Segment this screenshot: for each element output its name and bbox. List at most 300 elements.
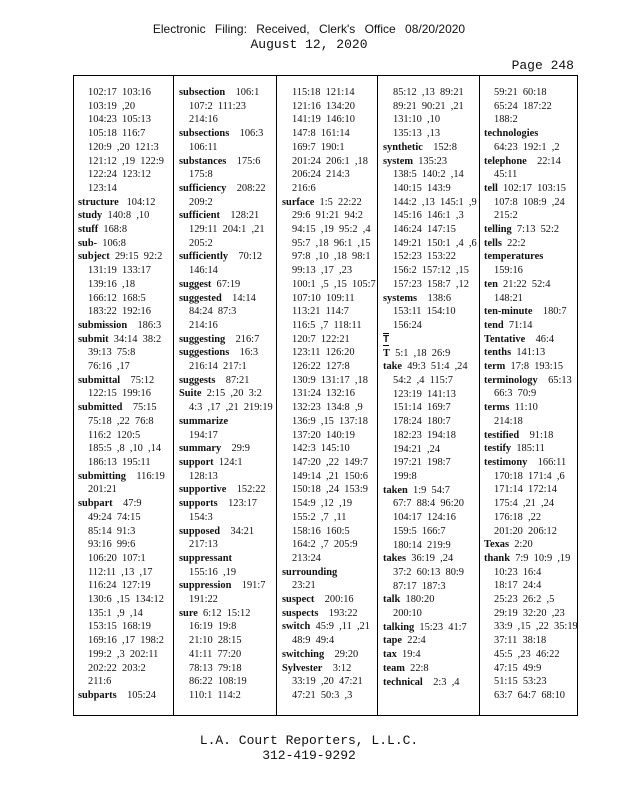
index-entry xyxy=(484,182,578,196)
index-reference xyxy=(383,278,477,292)
page-line-refs: 182:23 194:18 xyxy=(393,429,456,441)
index-column-5 xyxy=(484,86,578,703)
page-line-refs: 201:24 206:1 ,18 xyxy=(292,155,368,167)
index-entry xyxy=(78,196,165,210)
page-line-refs: 65:13 xyxy=(537,374,572,386)
index-term: system xyxy=(383,155,414,167)
index-reference xyxy=(179,305,273,319)
index-reference xyxy=(484,264,578,278)
page-line-refs: 155:16 ,19 xyxy=(189,566,237,578)
index-reference xyxy=(78,346,165,360)
page-line-refs: 150:18 ,24 153:9 xyxy=(292,484,368,496)
index-reference xyxy=(383,607,477,621)
index-term: ten xyxy=(484,278,498,290)
index-reference xyxy=(179,538,273,552)
index-entry xyxy=(484,305,578,319)
index-entry xyxy=(282,196,376,210)
index-entry xyxy=(484,250,578,264)
page-line-refs: 63:7 64:7 68:10 xyxy=(494,689,566,701)
index-reference xyxy=(484,607,578,621)
index-term: supposed xyxy=(179,525,221,537)
index-term: tax xyxy=(383,649,397,661)
page-line-refs: 10:23 16:4 xyxy=(494,566,542,578)
page-line-refs: 6:12 15:12 xyxy=(197,607,251,619)
page-line-refs: 147:8 161:14 xyxy=(292,128,350,140)
page-line-refs: 157:23 158:7 ,12 xyxy=(393,278,469,290)
index-reference xyxy=(484,511,578,525)
index-reference xyxy=(282,429,376,443)
index-reference xyxy=(484,483,578,497)
index-entry xyxy=(484,538,578,552)
page-line-refs: 176:18 ,22 xyxy=(494,511,542,523)
index-reference xyxy=(282,250,376,264)
page-line-refs: 193:22 xyxy=(318,607,358,619)
index-reference xyxy=(383,429,477,443)
page-line-refs: 107:8 108:9 ,24 xyxy=(494,196,565,208)
page-line-refs: 216:6 xyxy=(292,182,316,194)
index-term: sufficiency xyxy=(179,182,227,194)
index-term: submittal xyxy=(78,374,121,386)
page-line-refs: 45:9 ,11 ,21 xyxy=(310,621,370,633)
index-reference xyxy=(78,442,165,456)
index-reference xyxy=(179,566,273,580)
page-line-refs: 201:21 xyxy=(88,484,117,496)
page-line-refs: 39:13 75:8 xyxy=(88,347,136,359)
index-reference xyxy=(78,387,165,401)
index-reference xyxy=(179,429,273,443)
index-term: suggesting xyxy=(179,333,226,345)
index-entry xyxy=(78,497,165,511)
index-reference xyxy=(78,182,165,196)
index-entry xyxy=(383,648,477,662)
index-term: telling xyxy=(484,224,512,236)
page-line-refs: 37:2 60:13 80:9 xyxy=(393,566,465,578)
index-reference xyxy=(78,305,165,319)
page-line-refs: 200:16 xyxy=(314,594,354,606)
index-entry xyxy=(282,662,376,676)
page-line-refs: 141:13 xyxy=(511,347,546,359)
index-entry xyxy=(78,470,165,484)
page-line-refs: 49:24 74:15 xyxy=(88,511,141,523)
index-reference xyxy=(78,525,165,539)
page-line-refs: 105:24 xyxy=(116,689,156,701)
page-line-refs: 29:15 92:2 xyxy=(109,251,163,263)
page-line-refs: 75:18 ,22 76:8 xyxy=(88,415,154,427)
index-entry xyxy=(179,607,273,621)
page-line-refs: 107:2 111:23 xyxy=(189,100,246,112)
index-entry xyxy=(179,278,273,292)
index-reference xyxy=(179,264,273,278)
page-line-refs: 120:9 ,20 121:3 xyxy=(88,141,159,153)
index-term: suppression xyxy=(179,580,232,592)
page-line-refs: 159:5 166:7 xyxy=(393,525,446,537)
index-reference xyxy=(179,319,273,333)
page-line-refs: 46:4 xyxy=(525,333,555,345)
page-line-refs: 205:2 xyxy=(189,237,213,249)
page-line-refs: 116:5 ,7 118:11 xyxy=(292,319,362,331)
page-line-refs: 18:17 24:4 xyxy=(494,580,542,592)
index-term: switch xyxy=(282,621,311,633)
page-line-refs: 7:9 10:9 ,19 xyxy=(510,552,571,564)
page-line-refs: 7:13 52:2 xyxy=(511,224,560,236)
index-reference xyxy=(179,634,273,648)
index-reference xyxy=(383,209,477,223)
page-line-refs: 131:10 ,10 xyxy=(393,114,441,126)
index-reference xyxy=(383,539,477,553)
index-reference xyxy=(179,401,273,415)
index-reference xyxy=(78,607,165,621)
page-line-refs: 188:2 xyxy=(494,114,518,126)
page-line-refs: 186:3 xyxy=(127,319,162,331)
index-reference xyxy=(179,196,273,210)
index-reference xyxy=(383,86,477,100)
index-entry xyxy=(179,552,273,566)
page-line-refs: 175:6 xyxy=(226,155,261,167)
index-reference xyxy=(282,689,376,703)
page-line-refs: 48:9 49:4 xyxy=(292,635,335,647)
index-term: stuff xyxy=(78,224,99,236)
page-line-refs: 1:9 54:7 xyxy=(407,484,450,496)
index-entry xyxy=(484,442,578,456)
index-entry xyxy=(179,415,273,429)
index-entry xyxy=(179,250,273,264)
index-reference xyxy=(484,497,578,511)
index-entry xyxy=(383,347,477,361)
page-line-refs: 128:21 xyxy=(219,210,260,222)
index-entry xyxy=(179,333,273,347)
index-term: supportive xyxy=(179,484,227,496)
index-reference xyxy=(484,593,578,607)
index-reference xyxy=(78,593,165,607)
index-reference xyxy=(282,155,376,169)
index-entry xyxy=(78,374,165,388)
page-line-refs: 123:17 xyxy=(217,498,257,510)
index-entry xyxy=(179,209,273,223)
page-line-refs: 217:13 xyxy=(189,539,218,551)
index-entry xyxy=(484,360,578,374)
column-divider xyxy=(479,76,480,715)
page-line-refs: 70:12 xyxy=(228,251,263,263)
index-reference xyxy=(383,182,477,196)
page-line-refs: 75:12 xyxy=(120,374,155,386)
page-line-refs: 135:23 xyxy=(413,155,448,167)
page-line-refs: 155:2 ,7 ,11 xyxy=(292,511,347,523)
index-reference xyxy=(282,442,376,456)
index-reference xyxy=(78,634,165,648)
index-entry xyxy=(78,237,165,251)
index-reference xyxy=(383,388,477,402)
index-term: Suite xyxy=(179,388,202,400)
index-term: summarize xyxy=(179,415,229,427)
index-reference xyxy=(282,264,376,278)
index-term: taken xyxy=(383,484,408,496)
index-term: suspect xyxy=(282,594,315,606)
index-term: structure xyxy=(78,196,119,208)
filing-stamp: Electronic Filing: Received, Clerk's Office 08/20/2020 xyxy=(152,22,466,36)
page-line-refs: 1:5 22:22 xyxy=(314,196,362,208)
page-line-refs: 183:22 192:16 xyxy=(88,306,151,318)
index-entry xyxy=(383,621,477,635)
index-term: suggest xyxy=(179,278,212,290)
index-reference xyxy=(282,497,376,511)
index-term: subsections xyxy=(179,128,230,140)
page-line-refs: 185:5 ,8 ,10 ,14 xyxy=(88,443,162,455)
index-reference xyxy=(78,141,165,155)
page-line-refs: 137:20 140:19 xyxy=(292,429,355,441)
page-line-refs: 29:9 xyxy=(221,443,251,455)
index-reference xyxy=(484,100,578,114)
index-entry xyxy=(484,155,578,169)
page-line-refs: 34:21 xyxy=(220,525,255,537)
index-reference xyxy=(282,374,376,388)
page-line-refs: 47:15 49:9 xyxy=(494,662,542,674)
page-line-refs: 41:11 77:20 xyxy=(189,648,242,660)
index-reference xyxy=(78,415,165,429)
page-line-refs: 49:3 51:4 ,24 xyxy=(402,361,468,373)
index-entry xyxy=(179,86,273,100)
index-reference xyxy=(484,86,578,100)
page-line-refs: 103:19 ,20 xyxy=(88,100,136,112)
index-column-4 xyxy=(383,86,477,689)
index-term: sufficient xyxy=(179,210,220,222)
index-reference xyxy=(282,470,376,484)
page-line-refs: 128:13 xyxy=(189,470,218,482)
index-reference xyxy=(179,113,273,127)
index-reference xyxy=(383,168,477,182)
page-line-refs: 78:13 79:18 xyxy=(189,662,242,674)
index-reference xyxy=(383,497,477,511)
index-term: support xyxy=(179,456,214,468)
index-term: talking xyxy=(383,621,415,633)
page-line-refs: 36:19 ,24 xyxy=(406,553,454,565)
index-term: terminology xyxy=(484,374,538,386)
index-reference xyxy=(484,648,578,662)
page-line-refs: 110:1 114:2 xyxy=(189,689,241,701)
page-line-refs: 158:16 160:5 xyxy=(292,525,350,537)
page-line-refs: 91:18 xyxy=(519,429,554,441)
page-line-refs: 104:17 124:16 xyxy=(393,512,456,524)
page-line-refs: 147:20 ,22 149:7 xyxy=(292,456,368,468)
page-line-refs: 214:16 xyxy=(189,114,218,126)
index-reference xyxy=(484,662,578,676)
index-reference xyxy=(383,127,477,141)
index-term: subparts xyxy=(78,689,117,701)
page-line-refs: 115:18 121:14 xyxy=(292,87,355,98)
index-reference xyxy=(484,141,578,155)
page-line-refs: 85:12 ,13 89:21 xyxy=(393,87,464,98)
index-reference xyxy=(484,292,578,306)
index-entry xyxy=(78,319,165,333)
index-reference xyxy=(383,100,477,114)
index-reference xyxy=(282,237,376,251)
index-term: tenths xyxy=(484,347,512,359)
index-entry xyxy=(383,676,477,690)
index-reference xyxy=(78,360,165,374)
index-reference xyxy=(282,113,376,127)
column-divider xyxy=(276,76,277,715)
page-line-refs: 113:21 114:7 xyxy=(292,306,349,318)
index-reference xyxy=(282,415,376,429)
page-line-refs: 85:14 91:3 xyxy=(88,525,136,537)
index-reference xyxy=(179,675,273,689)
page-line-refs: 15:23 41:7 xyxy=(414,621,467,633)
page-line-refs: 131:24 132:16 xyxy=(292,388,355,400)
index-reference xyxy=(282,483,376,497)
index-reference xyxy=(484,415,578,429)
page-line-refs: 129:11 204:1 ,21 xyxy=(189,224,265,236)
page-line-refs: 121:16 134:20 xyxy=(292,100,355,112)
page-line-refs: 216:14 217:1 xyxy=(189,361,247,373)
index-entry xyxy=(383,552,477,566)
index-reference xyxy=(484,689,578,703)
index-term: team xyxy=(383,662,405,674)
page-line-refs: 34:14 38:2 xyxy=(108,333,162,345)
page-line-refs: 142:3 145:10 xyxy=(292,443,350,455)
index-reference xyxy=(383,525,477,539)
index-reference xyxy=(78,620,165,634)
page-line-refs: 5:1 ,18 26:9 xyxy=(389,347,451,359)
index-reference xyxy=(78,278,165,292)
page-line-refs: 4:3 ,17 ,21 219:19 xyxy=(189,402,273,414)
index-entry xyxy=(179,442,273,456)
index-reference xyxy=(282,333,376,347)
index-term: submission xyxy=(78,319,128,331)
page-line-refs: 112:11 ,13 ,17 xyxy=(88,566,153,578)
page-line-refs: 130:9 131:17 ,18 xyxy=(292,374,368,386)
index-reference xyxy=(179,237,273,251)
index-term: term xyxy=(484,361,506,373)
index-entry xyxy=(383,593,477,607)
section-letter: T xyxy=(383,333,390,345)
index-reference xyxy=(484,620,578,634)
index-term: substances xyxy=(179,155,227,167)
page-line-refs: 45:5 ,23 46:22 xyxy=(494,648,560,660)
page-line-refs: 191:7 xyxy=(231,580,266,592)
page-line-refs: 2:3 ,4 xyxy=(422,676,460,688)
page-line-refs: 170:18 171:4 ,6 xyxy=(494,470,565,482)
index-entry xyxy=(179,579,273,593)
index-reference xyxy=(78,100,165,114)
index-entry xyxy=(179,387,273,401)
page-line-refs: 121:12 ,19 122:9 xyxy=(88,155,164,167)
page-line-refs: 123:11 126:20 xyxy=(292,347,355,359)
index-term: tells xyxy=(484,237,502,249)
reporter-phone: 312-419-9292 xyxy=(262,748,356,763)
page-line-refs: 194:17 xyxy=(189,429,218,441)
page-line-refs: 54:2 ,4 115:7 xyxy=(393,375,453,387)
index-reference xyxy=(484,209,578,223)
index-reference xyxy=(78,648,165,662)
page-line-refs: 106:1 xyxy=(225,87,260,98)
index-reference xyxy=(179,223,273,237)
index-entry xyxy=(383,360,477,374)
page-line-refs: 144:2 ,13 145:1 ,9 xyxy=(393,196,477,208)
page-line-refs: 136:9 ,15 137:18 xyxy=(292,415,368,427)
index-entry xyxy=(78,401,165,415)
index-reference xyxy=(78,127,165,141)
index-reference xyxy=(78,566,165,580)
index-entry xyxy=(78,250,165,264)
index-reference xyxy=(484,634,578,648)
index-reference xyxy=(179,360,273,374)
page-line-refs: 140:8 ,10 xyxy=(102,210,150,222)
index-reference xyxy=(282,538,376,552)
index-reference xyxy=(78,579,165,593)
index-entry xyxy=(179,127,273,141)
index-term: talk xyxy=(383,594,401,606)
index-reference xyxy=(282,278,376,292)
page-line-refs: 199:8 xyxy=(393,470,417,482)
page-line-refs: 164:2 ,7 205:9 xyxy=(292,539,358,551)
page-line-refs: 65:24 187:22 xyxy=(494,100,552,112)
index-term: submitting xyxy=(78,470,126,482)
index-term: sub- xyxy=(78,237,98,249)
index-reference xyxy=(282,360,376,374)
index-term: surrounding xyxy=(282,566,338,578)
page-line-refs: 102:17 103:16 xyxy=(88,87,151,98)
page-line-refs: 130:6 ,15 134:12 xyxy=(88,594,164,606)
index-term: summary xyxy=(179,443,222,455)
page-line-refs: 124:1 xyxy=(213,456,243,468)
index-term: thank xyxy=(484,552,510,564)
index-term: T xyxy=(383,347,390,359)
page-line-refs: 149:21 150:1 ,4 ,6 xyxy=(393,237,477,249)
index-reference xyxy=(282,100,376,114)
page-line-refs: 75:15 xyxy=(122,402,157,414)
index-reference xyxy=(282,223,376,237)
page-line-refs: 21:10 28:15 xyxy=(189,635,242,647)
index-reference xyxy=(282,305,376,319)
index-reference xyxy=(282,141,376,155)
index-table xyxy=(73,75,578,716)
page-line-refs: 151:14 169:7 xyxy=(393,402,451,414)
page-line-refs: 102:17 103:15 xyxy=(497,182,566,194)
index-column-2 xyxy=(179,86,273,703)
index-reference xyxy=(282,387,376,401)
index-term: switching xyxy=(282,648,325,660)
page-line-refs: 202:22 203:2 xyxy=(88,662,146,674)
index-term: Texas xyxy=(484,539,510,551)
index-term: technologies xyxy=(484,128,539,140)
page-line-refs: 213:24 xyxy=(292,552,321,564)
index-entry xyxy=(383,155,477,169)
page-line-refs: 123:19 141:13 xyxy=(393,388,456,400)
index-term: supports xyxy=(179,498,218,510)
index-reference xyxy=(78,168,165,182)
index-reference xyxy=(78,429,165,443)
index-term: suggested xyxy=(179,292,222,304)
index-reference xyxy=(78,456,165,470)
index-term: telephone xyxy=(484,155,527,167)
index-entry xyxy=(179,346,273,360)
page-line-refs: 156:24 xyxy=(393,319,422,331)
page-line-refs: 168:8 xyxy=(98,224,128,236)
page-line-refs: 194:21 ,24 xyxy=(393,443,441,455)
index-term: tape xyxy=(383,635,403,647)
page-line-refs: 152:22 xyxy=(226,484,266,496)
page-line-refs: 138:5 140:2 ,14 xyxy=(393,169,464,181)
page-line-refs: 154:3 xyxy=(189,511,213,523)
index-reference xyxy=(282,182,376,196)
page-line-refs: 180:20 xyxy=(400,594,435,606)
page-line-refs: 66:3 70:9 xyxy=(494,388,537,400)
page-line-refs: 16:19 19:8 xyxy=(189,621,237,633)
index-reference xyxy=(484,196,578,210)
index-column-3 xyxy=(282,86,376,703)
index-reference xyxy=(383,223,477,237)
page-line-refs: 106:8 xyxy=(97,237,126,249)
index-reference xyxy=(78,292,165,306)
